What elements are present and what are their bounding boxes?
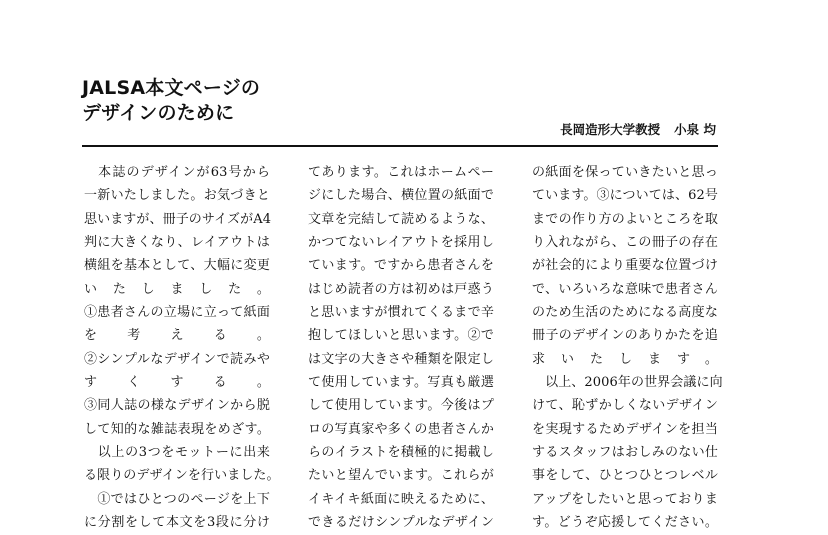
header-divider bbox=[82, 145, 718, 147]
body-text-line: で、いろいろな意味で患者さん bbox=[532, 281, 718, 297]
text-column bbox=[532, 161, 723, 535]
body-text-line: のため生活のためになる高度な bbox=[532, 305, 718, 321]
body-text-line: いたしました。 bbox=[84, 281, 270, 297]
body-text-line: までの作り方のよいところを取 bbox=[532, 211, 718, 227]
body-text-line: ②シンプルなデザインで読みや bbox=[84, 351, 270, 367]
body-text-line: を考える。 bbox=[84, 328, 270, 344]
body-text-line: ①患者さんの立場に立って紙面 bbox=[84, 305, 270, 321]
title-line: JALSA本文ページの bbox=[82, 77, 261, 99]
body-text-line: アップをしたいと思っておりま bbox=[532, 491, 718, 507]
body-text-line: して知的な雑誌表現をめざす。 bbox=[84, 421, 270, 437]
body-text-line: を実現するためデザインを担当 bbox=[532, 421, 718, 437]
text-column bbox=[308, 161, 494, 535]
body-text-line: ています。ですから患者さんを bbox=[308, 258, 494, 274]
body-text-line: る限りのデザインを行いました。 bbox=[84, 468, 280, 484]
article-title bbox=[82, 76, 260, 126]
body-text-line: イキイキ紙面に映えるために、 bbox=[308, 491, 494, 507]
body-text-line: 思いますが、冊子のサイズがA4 bbox=[84, 211, 272, 227]
body-text-line: て使用しています。写真も厳選 bbox=[308, 375, 494, 391]
body-text-line: 文章を完結して読めるような、 bbox=[308, 211, 494, 227]
body-text-line: らのイラストを積極的に掲載し bbox=[308, 445, 494, 461]
body-text-line: かつてないレイアウトを採用し bbox=[308, 235, 494, 251]
body-text-line: ジにした場合、横位置の紙面で bbox=[308, 188, 494, 204]
body-text-line: 本誌のデザインが63号から bbox=[84, 165, 270, 180]
body-text-line: と思いますが慣れてくるまで辛 bbox=[308, 305, 494, 321]
body-text-line: は文字の大きさや種類を限定し bbox=[308, 351, 494, 367]
body-text-line: ロの写真家や多くの患者さんか bbox=[308, 421, 494, 437]
body-text-line: たいと望んでいます。これらが bbox=[308, 468, 494, 484]
byline bbox=[560, 122, 716, 138]
body-text-line: 判に大きくなり、レイアウトは bbox=[84, 235, 270, 251]
body-text-line: できるだけシンプルなデザイン bbox=[308, 515, 494, 531]
body-text-line: 事をして、ひとつひとつレベル bbox=[532, 468, 718, 484]
article-body bbox=[84, 161, 723, 535]
author-affiliation: 長岡造形大学教授 bbox=[560, 122, 661, 137]
body-text-line: はじめ読者の方は初めは戸惑う bbox=[308, 281, 494, 297]
body-text-line: ③同人誌の様なデザインから脱 bbox=[84, 398, 270, 414]
title-line: デザインのために bbox=[82, 102, 235, 124]
body-text-line: に分割をして本文を3段に分け bbox=[84, 515, 270, 531]
body-text-line: 求いたします。 bbox=[532, 351, 718, 367]
body-text-line: 以上、2006年の世界会議に向 bbox=[532, 375, 723, 391]
body-text-line: 抱してほしいと思います。②で bbox=[308, 328, 494, 344]
body-text-line: 横組を基本として、大幅に変更 bbox=[84, 258, 270, 274]
body-text-line: けて、恥ずかしくないデザイン bbox=[532, 398, 718, 414]
text-column bbox=[84, 161, 280, 535]
body-text-line: り入れながら、この冊子の存在 bbox=[532, 235, 718, 251]
body-text-line: ています。③については、62号 bbox=[532, 188, 718, 204]
body-text-line: す。どうぞ応援してください。 bbox=[532, 515, 718, 531]
body-text-line: が社会的により重要な位置づけ bbox=[532, 258, 718, 274]
body-text-line: 冊子のデザインのありかたを追 bbox=[532, 328, 718, 344]
body-text-line: てあります。これはホームペー bbox=[308, 165, 494, 180]
body-text-line: して使用しています。今後はプ bbox=[308, 398, 494, 414]
body-text-line: するスタッフはおしみのない仕 bbox=[532, 445, 718, 461]
body-text-line: 一新いたしました。お気づきと bbox=[84, 188, 270, 204]
body-text-line: 以上の3つをモットーに出来 bbox=[84, 445, 270, 461]
body-text-line: の紙面を保っていきたいと思っ bbox=[532, 165, 718, 180]
body-text-line: すくする。 bbox=[84, 375, 270, 391]
body-text-line: ①ではひとつのページを上下 bbox=[84, 491, 270, 507]
author-name: 小泉 均 bbox=[674, 122, 716, 137]
